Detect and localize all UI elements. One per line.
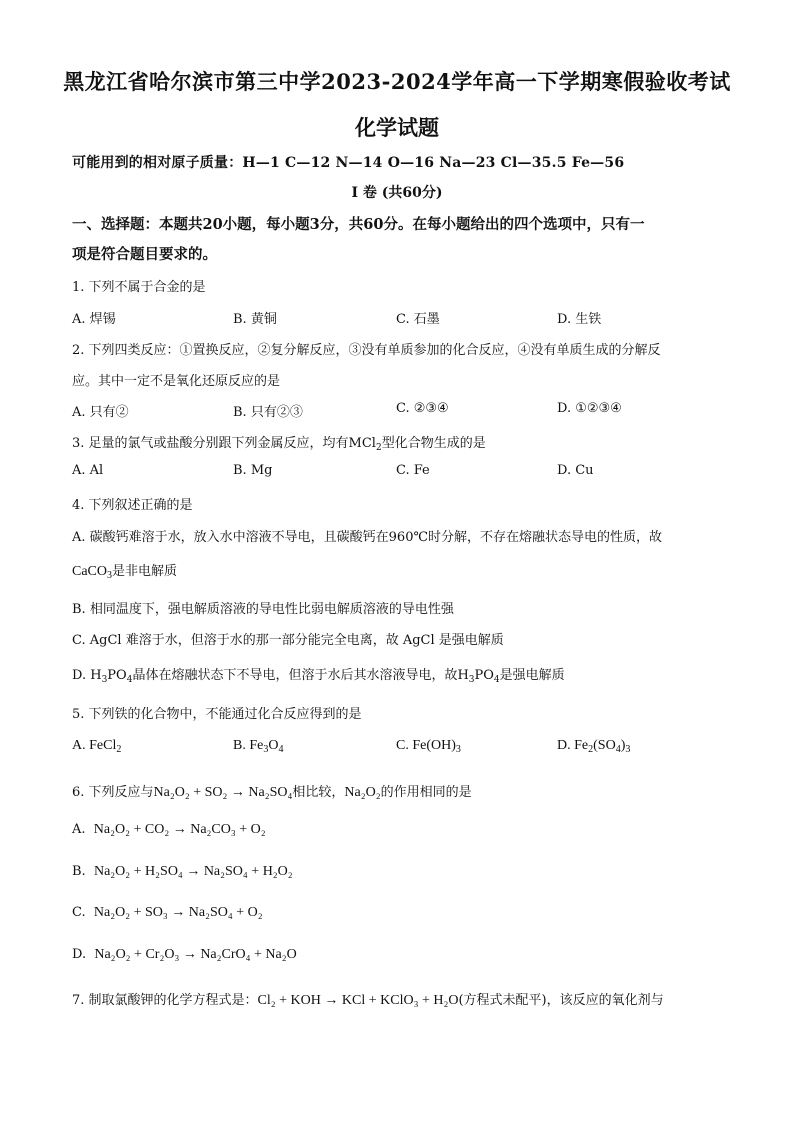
atomic-masses: 可能用到的相对原子质量：H—1 C—12 N—14 O—16 Na—23 Cl—35.5 Fe—56 [72, 155, 625, 171]
q5-option-c [396, 738, 461, 754]
q6-option-b [72, 864, 293, 880]
q3-stem-text: 3. 足量的氯气或盐酸分别跟下列金属反应，均有MCl [72, 436, 376, 451]
q3-stem-tail: 型化合物生成的是 [381, 436, 486, 451]
section-label: I 卷 (共60分) [351, 185, 443, 201]
q3-option-d: D. Cu [557, 463, 594, 478]
q1-option-c: C. 石墨 [396, 312, 440, 327]
instructions-line-2: 项是符合题目要求的。 [72, 246, 217, 263]
q3-option-a: A. Al [72, 463, 104, 478]
q6-b-label: B. [72, 864, 86, 879]
q5-b-formula: B. Fe [233, 738, 264, 753]
q5-d-close-paren: ) [620, 738, 626, 753]
q4-d-sub-3: 3 [468, 675, 475, 685]
q6-option-a [72, 822, 266, 838]
q6-stem-tail: 的作用相同的是 [380, 785, 472, 800]
q6-c-label: C. [72, 905, 86, 920]
q6-option-d [72, 947, 297, 963]
q5-c-subscript: 3 [455, 744, 461, 755]
q7-stem [72, 989, 664, 1009]
q2-stem-line-2: 应。其中一定不是氧化还原反应的是 [72, 374, 281, 389]
q5-a-subscript: 2 [116, 744, 122, 755]
q2-stem-line-1: 2. 下列四类反应：①置换反应，②复分解反应，③没有单质参加的化合反应，④没有单质生成的分解反 [72, 343, 661, 358]
q1-option-a: A. 焊锡 [72, 312, 116, 327]
q2-option-c: C. ②③④ [396, 401, 449, 416]
q4-d-prefix: D. H [72, 668, 102, 683]
q4-option-a-line-1: A. 碳酸钙难溶于水，放入水中溶液不导电，且碳酸钙在960℃时分解，不存在熔融状态导电的性质，故 [72, 530, 663, 545]
q5-option-d [557, 738, 630, 754]
q6-d-label: D. [72, 947, 87, 962]
q4-d-sub-4: 4 [493, 675, 500, 685]
caco3-formula: CaCO [72, 564, 107, 579]
q5-b-sub-2: 4 [278, 744, 284, 755]
q5-d-sub-2: 4 [615, 744, 621, 755]
q5-b-o: O [268, 738, 279, 753]
q6-a-equation: Na₂O₂ + CO₂ → Na₂CO₃ + O₂ [93, 822, 266, 837]
q3-stem-subscript: 2 [375, 443, 382, 453]
q6-option-c [72, 905, 263, 921]
q5-d-formula: D. Fe [557, 738, 589, 753]
q6-c-equation: Na₂O₂ + SO₃ → Na₂SO₄ + O₂ [93, 905, 263, 920]
q4-option-b: B. 相同温度下，强电解质溶液的导电性比弱电解质溶液的导电性强 [72, 602, 454, 617]
q5-d-sub-1: 2 [588, 744, 594, 755]
q6-na2o2: Na₂O₂ [344, 785, 381, 800]
q4-stem: 4. 下列叙述正确的是 [72, 498, 193, 513]
q5-a-formula: A. FeCl [72, 738, 117, 753]
q4-option-d [72, 664, 565, 683]
q1-stem: 1. 下列不属于合金的是 [72, 280, 206, 295]
q6-stem-text: 6. 下列反应与 [72, 785, 154, 800]
q5-b-sub-1: 3 [263, 744, 269, 755]
q6-reference-equation: Na₂O₂ + SO₂ → Na₂SO₄ [153, 785, 293, 800]
q1-option-d: D. 生铁 [557, 312, 602, 327]
caco3-subscript: 3 [107, 570, 112, 581]
q4-d-middle: 晶体在熔融状态下不导电，但溶于水后其水溶液导电，故H [132, 668, 469, 683]
instructions-line-1: 一、选择题：本题共20小题，每小题3分，共60分。在每小题给出的四个选项中，只有一 [72, 216, 645, 233]
q4-d-tail: 是强电解质 [499, 668, 565, 683]
q3-stem [72, 432, 486, 451]
q4-option-c: C. AgCl 难溶于水，但溶于水的那一部分能完全电离，故 AgCl 是强电解质 [72, 633, 504, 648]
q7-stem-tail: (方程式未配平)，该反应的氧化剂与 [458, 993, 664, 1008]
q5-option-a [72, 738, 121, 754]
q5-d-so: (SO [593, 738, 616, 753]
q5-stem: 5. 下列铁的化合物中，不能通过化合反应得到的是 [72, 707, 362, 722]
q6-b-equation: Na₂O₂ + H₂SO₄ → Na₂SO₄ + H₂O₂ [93, 864, 293, 879]
q5-d-sub-3: 3 [625, 744, 631, 755]
q6-stem-middle: 相比较， [292, 785, 345, 800]
q4-d-sub-1: 3 [101, 675, 108, 685]
q7-stem-text: 7. 制取氯酸钾的化学方程式是： [72, 993, 258, 1008]
q6-a-label: A. [72, 822, 86, 837]
q4-d-sub-2: 4 [126, 675, 133, 685]
q4-d-po-2: PO [474, 668, 494, 683]
q3-option-b: B. Mg [233, 463, 273, 478]
q2-option-d: D. ①②③④ [557, 401, 622, 416]
q2-option-a: A. 只有② [72, 405, 129, 420]
q4-d-po: PO [107, 668, 127, 683]
q6-d-equation: Na₂O₂ + Cr₂O₃ → Na₂CrO₄ + Na₂O [94, 947, 297, 962]
exam-title: 黑龙江省哈尔滨市第三中学2023-2024学年高一下学期寒假验收考试 [63, 69, 731, 94]
q4-option-a-line-2 [72, 560, 177, 580]
q5-c-formula: C. Fe(OH) [396, 738, 456, 753]
q4-option-a-tail: 是非电解质 [112, 564, 178, 579]
q5-option-b [233, 738, 283, 754]
exam-subtitle: 化学试题 [355, 115, 439, 140]
q7-equation: Cl₂ + KOH → KCl + KClO₃ + H₂O [257, 993, 459, 1008]
q1-option-b: B. 黄铜 [233, 312, 277, 327]
q3-option-c: C. Fe [396, 463, 430, 478]
q6-stem [72, 781, 472, 801]
q2-option-b: B. 只有②③ [233, 405, 303, 420]
